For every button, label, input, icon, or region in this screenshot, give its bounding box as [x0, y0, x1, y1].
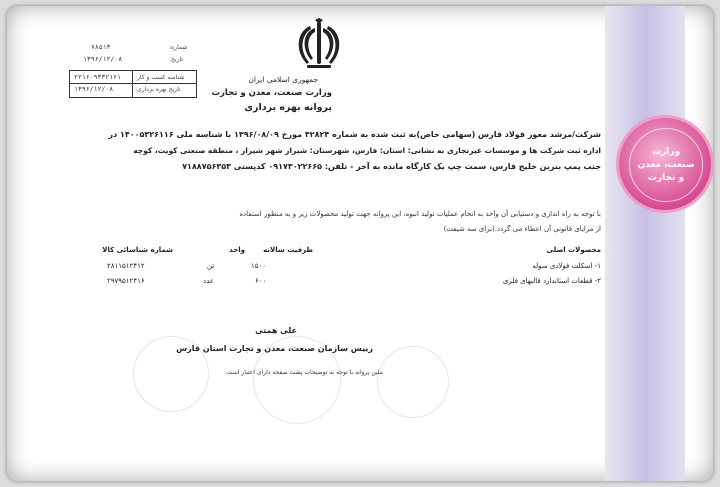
date-value: ۱۳۹۶/۱۲/۰۸ [83, 55, 123, 63]
document-title: پروانه بهره برداری [244, 102, 332, 113]
ribbon-decoration [605, 6, 685, 481]
table-row-1-product: ۱- اسکلت فولادی سوله [532, 262, 601, 270]
seal-line-1: وزارت [651, 146, 681, 157]
table-row-2-code: ۲۹۷۹۵۱۲۴۱۶ [107, 277, 145, 285]
header-product: محصولات اصلی [546, 246, 601, 254]
body-line-4: با توجه به راه اندازی و دستیابی آن واحد به انجام عملیات تولید انبوه، این پروانه جهت تولید محصولات زیر و به منظور استفاده [239, 210, 601, 218]
table-row-1-code: ۲۸۱۱۵۱۲۴۱۲ [107, 262, 145, 270]
seal-line-2: صنعت، معدن [637, 159, 695, 170]
body-line-1: شرکت/مرشد معور فولاد فارس (سهامی خاص)به ثبت شده به شماره ۴۲۸۲۴ مورخ ۱۳۹۶/۰۸/۰۹ با شناسه ملی ۱۴۰۰۵۳۲۶۱۱۶ در [108, 130, 601, 139]
business-id-value: ۲۲۱۶۰۹۳۳۲۱۶۱ [74, 73, 121, 81]
body-line-2: اداره ثبت شرکت ها و موسسات غیرتجاری به نشانی: استان: فارس، شهرستان: شیراز شهر شیراز ، منطقه صنعتی کویت، کوچه [133, 146, 601, 155]
table-row-1-capacity: ۱۵۰۰ [251, 262, 267, 270]
number-label: شماره: [169, 44, 188, 51]
meta-box [69, 70, 197, 98]
meta-box-col-divider [132, 71, 133, 97]
faint-stamp-right [377, 346, 449, 418]
business-id-label: شناسه کسب و کار: [135, 74, 185, 81]
table-row-2-product: ۲- قطعات استاندارد قالبهای فلزی [502, 277, 601, 285]
seal-line-3: و تجارت [647, 172, 685, 183]
number-value: ۷۸۵۱۳ [91, 43, 111, 51]
iran-emblem-icon [293, 18, 345, 72]
certificate-page [7, 6, 713, 481]
republic-title: جمهوری اسلامی ایران [248, 75, 318, 84]
header-unit: واحد [229, 246, 245, 254]
signatory-position: رییس سازمان صنعت، معدن و تجارت استان فارس [176, 344, 373, 353]
table-row-1-unit: تن [207, 262, 215, 270]
validity-label: تاریخ بهره برداری: [135, 86, 181, 93]
validity-value: ۱۳۹۶/۱۲/۰۸ [74, 85, 114, 93]
footer-note: ملین پروانه با توجه به توضیحات پشت صفحه دارای اعتبار است. [224, 369, 383, 376]
date-label: تاریخ: [169, 56, 183, 63]
body-line-3: جنب پمپ بنزین خلیج فارس، سمت چپ یک کارگاه مانده به آخر - تلفن: ۰۹۱۷۳۰۲۲۶۶۵ کدپستی ۷۱۸۸۷۵۶۳۵۳ [182, 162, 601, 171]
seal-text [629, 128, 703, 202]
table-row-2-unit: عدد [203, 277, 214, 285]
ministry-title: وزارت صنعت، معدن و تجارت [211, 88, 332, 98]
meta-box-divider [70, 83, 196, 84]
header-capacity: ظرفیت سالانه [263, 246, 313, 254]
signatory-name: علی همتی [255, 326, 297, 335]
ministry-seal-icon [619, 118, 711, 210]
table-row-2-capacity: ۶۰۰ [255, 277, 267, 285]
header-code: شماره شناسائی کالا [102, 246, 173, 254]
body-line-5: از مزایای قانونی آن اعطاء می گردد.(برای سه شیفت) [443, 225, 601, 233]
